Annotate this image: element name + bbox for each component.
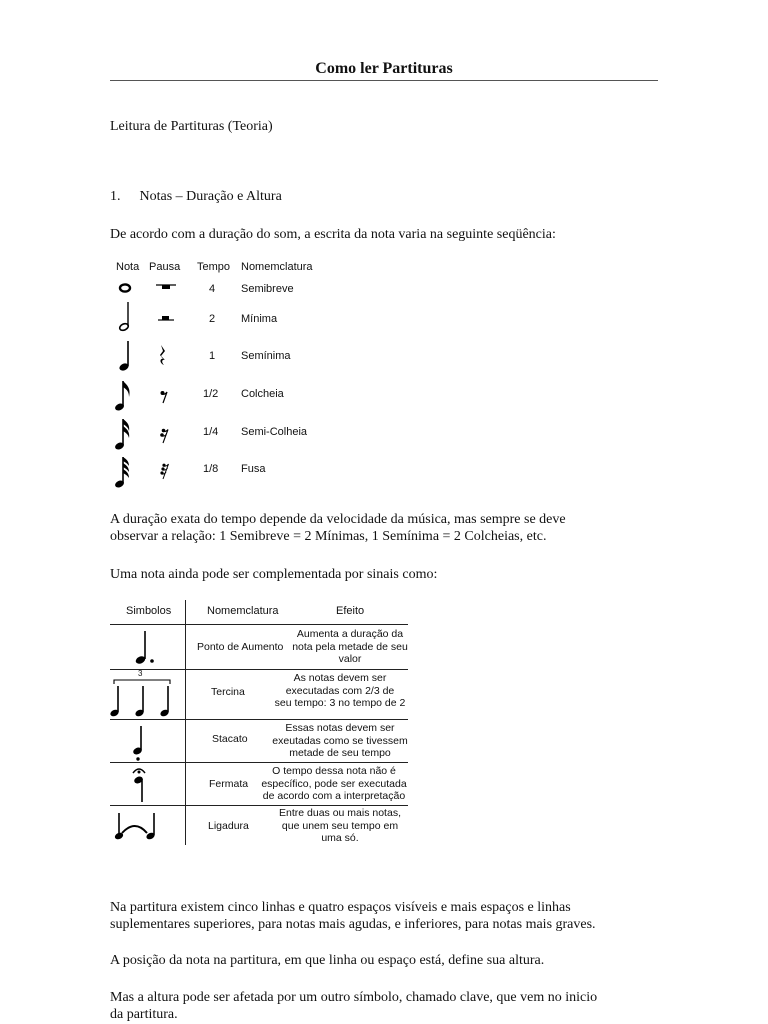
fermata-icon (130, 766, 150, 804)
paragraph-lines-1: Na partitura existem cinco linhas e quatro espaços visíveis e mais espaços e linhas (110, 900, 571, 915)
sign-name: Ponto de Aumento (197, 641, 284, 653)
tempo-value: 1/8 (203, 463, 219, 475)
signs-header-symbols: Simbolos (126, 605, 172, 617)
notes-header-pausa: Pausa (149, 261, 181, 273)
tempo-value: 1/4 (203, 426, 219, 438)
eighth-note-icon (114, 378, 134, 412)
subtitle: Leitura de Partituras (Teoria) (110, 119, 273, 134)
note-name: Semínima (241, 350, 291, 362)
paragraph-clef-2: da partitura. (110, 1007, 178, 1022)
sign-name: Tercina (211, 686, 245, 698)
note-name: Semibreve (241, 283, 294, 295)
notes-header-nota: Nota (116, 261, 140, 273)
staccato-icon (130, 724, 150, 762)
title-rule (110, 80, 658, 81)
signs-header-nomenclatura: Nomemclatura (207, 605, 279, 617)
section-heading (110, 188, 282, 205)
tempo-value: 2 (209, 313, 216, 325)
table-divider (185, 600, 186, 845)
sign-effect: O tempo dessa nota não é específico, pode ser executada de acordo com a interpretação (261, 765, 407, 802)
page-title: Como ler Partituras (315, 60, 453, 77)
table-divider (110, 669, 408, 670)
sixteenth-note-icon (114, 417, 134, 451)
notes-header-tempo: Tempo (197, 261, 231, 273)
note-name: Semi-Colheia (241, 426, 308, 438)
paragraph-duration-line1: A duração exata do tempo depende da velocidade da música, mas sempre se deve (110, 512, 566, 527)
sign-effect: As notas devem ser executadas com 2/3 de seu tempo: 3 no tempo de 2 (274, 672, 406, 709)
quarter-rest-icon (158, 344, 168, 366)
half-rest-icon (158, 315, 174, 323)
sign-name: Stacato (212, 733, 248, 745)
notes-header-nomenclatura: Nomemclatura (241, 261, 313, 273)
note-name: Fusa (241, 463, 266, 475)
whole-note-icon (118, 282, 132, 294)
half-note-icon (116, 300, 132, 332)
tie-icon (114, 809, 158, 843)
sign-effect: Essas notas devem ser exeutadas como se tivessem metade de seu tempo (272, 722, 408, 759)
table-divider (110, 762, 408, 763)
tempo-value: 1/2 (203, 388, 219, 400)
paragraph-signs: Uma nota ainda pode ser complementada por sinais como: (110, 567, 438, 582)
triplet-icon (110, 672, 174, 718)
section-number: 1. (110, 189, 121, 204)
whole-rest-icon (156, 283, 176, 293)
triplet-mark: 3 (138, 669, 143, 678)
paragraph-position: A posição da nota na partitura, em que linha ou espaço está, define sua altura. (110, 953, 545, 968)
intro-paragraph: De acordo com a duração do som, a escrita da nota varia na seguinte seqüência: (110, 227, 556, 242)
sixteenth-rest-icon (160, 428, 169, 444)
paragraph-lines-2: suplementares superiores, para notas mais agudas, e inferiores, para notas mais graves. (110, 917, 596, 932)
sign-effect: Entre duas ou mais notas, que unem seu tempo em uma só. (279, 807, 401, 844)
table-divider (110, 624, 408, 625)
paragraph-duration-line2: observar a relação: 1 Semibreve = 2 Mínimas, 1 Semínima = 2 Colcheias, etc. (110, 529, 547, 544)
notes-table (110, 258, 350, 488)
quarter-note-icon (116, 340, 132, 372)
dotted-note-icon (132, 630, 158, 666)
note-name: Colcheia (241, 388, 284, 400)
tempo-value: 1 (209, 350, 216, 362)
eighth-rest-icon (160, 390, 168, 404)
thirtysecond-rest-icon (160, 463, 169, 480)
signs-header-effect: Efeito (336, 605, 365, 617)
table-divider (110, 719, 408, 720)
thirtysecond-note-icon (114, 455, 134, 489)
sign-name: Fermata (209, 778, 249, 790)
section-title: Notas – Duração e Altura (139, 189, 282, 204)
signs-table (110, 600, 410, 845)
paragraph-clef-1: Mas a altura pode ser afetada por um outro símbolo, chamado clave, que vem no inicio (110, 990, 598, 1005)
tempo-value: 4 (209, 283, 216, 295)
note-name: Mínima (241, 313, 278, 325)
table-divider (110, 805, 408, 806)
sign-name: Ligadura (208, 820, 249, 832)
sign-effect: Aumenta a duração da nota pela metade de seu valor (292, 628, 408, 665)
